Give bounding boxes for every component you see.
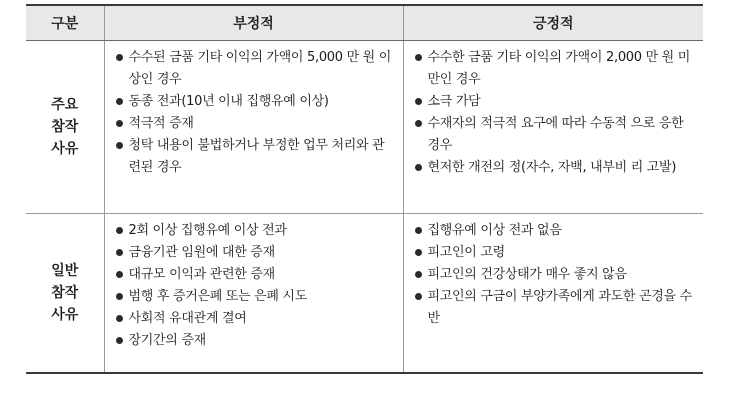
category-label-line: 참작 <box>51 285 79 301</box>
category-label-line: 사유 <box>51 141 79 157</box>
list-item: 수재자의 적극적 요구에 따라 수동적 으로 응한 경우 <box>414 113 696 157</box>
negative-factors-list <box>115 220 395 352</box>
table-row-major-factors <box>26 41 703 214</box>
list-item: 피고인의 건강상태가 매우 좋지 않음 <box>414 264 696 286</box>
list-item: 대규모 이익과 관련한 증재 <box>115 264 395 286</box>
positive-factors-list <box>414 47 696 179</box>
category-cell-general <box>26 214 104 374</box>
category-label-line: 사유 <box>51 307 79 323</box>
positive-factors-cell-general <box>403 214 703 374</box>
list-item: 금융기관 임원에 대한 증재 <box>115 242 395 264</box>
category-label-line: 주요 <box>51 97 79 113</box>
list-item: 장기간의 증재 <box>115 330 395 352</box>
category-label-line: 일반 <box>51 263 79 279</box>
list-item: 사회적 유대관계 결여 <box>115 308 395 330</box>
header-category: 구분 <box>26 5 104 41</box>
list-item: 현저한 개전의 정(자수, 자백, 내부비 리 고발) <box>414 157 696 179</box>
list-item: 적극적 증재 <box>115 113 395 135</box>
list-item: 소극 가담 <box>414 91 696 113</box>
negative-factors-cell-major <box>104 41 403 214</box>
category-cell-major <box>26 41 104 214</box>
header-negative: 부정적 <box>104 5 403 41</box>
list-item: 수수한 금품 기타 이익의 가액이 2,000 만 원 미만인 경우 <box>414 47 696 91</box>
list-item: 청탁 내용이 불법하거나 부정한 업무 처리와 관련된 경우 <box>115 135 395 179</box>
list-item: 피고인이 고령 <box>414 242 696 264</box>
list-item: 집행유예 이상 전과 없음 <box>414 220 696 242</box>
sentencing-factors-table-wrapper <box>26 4 703 374</box>
list-item: 동종 전과(10년 이내 집행유예 이상) <box>115 91 395 113</box>
list-item: 수수된 금품 기타 이익의 가액이 5,000 만 원 이상인 경우 <box>115 47 395 91</box>
negative-factors-list <box>115 47 395 179</box>
negative-factors-cell-general <box>104 214 403 374</box>
list-item: 2회 이상 집행유예 이상 전과 <box>115 220 395 242</box>
category-label-line: 참작 <box>51 119 79 135</box>
positive-factors-list <box>414 220 696 330</box>
sentencing-factors-table <box>26 4 703 374</box>
table-row-general-factors <box>26 214 703 374</box>
header-positive: 긍정적 <box>403 5 703 41</box>
positive-factors-cell-major <box>403 41 703 214</box>
list-item: 피고인의 구금이 부양가족에게 과도한 곤경을 수반 <box>414 286 696 330</box>
table-header-row <box>26 5 703 41</box>
list-item: 범행 후 증거은폐 또는 은폐 시도 <box>115 286 395 308</box>
